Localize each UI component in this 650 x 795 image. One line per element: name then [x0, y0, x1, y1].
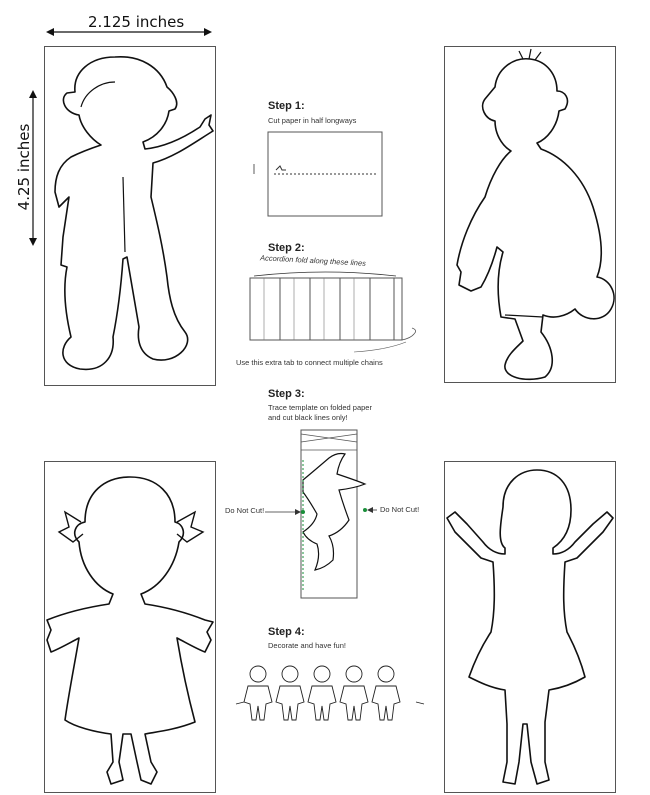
- step-2-note: Use this extra tab to connect multiple chains: [236, 358, 383, 367]
- width-label: 2.125 inches: [88, 13, 185, 31]
- step-3-title: Step 3:: [268, 388, 305, 400]
- step-3: [225, 388, 440, 598]
- girl-pigtails-outline-icon: [45, 462, 215, 792]
- template-panel-boy-kicking: [444, 46, 616, 383]
- step-3-left-label: Do Not Cut!: [225, 506, 265, 515]
- boy-waving-outline-icon: [45, 47, 215, 385]
- template-panel-boy-waving: [44, 46, 216, 386]
- template-panel-girl-arms-up: [444, 461, 616, 793]
- step-2-title: Step 2:: [268, 242, 305, 254]
- step-4-text: Decorate and have fun!: [268, 641, 346, 650]
- step-3-right-label: Do Not Cut!: [380, 505, 420, 514]
- template-panel-girl-pigtails: [44, 461, 216, 793]
- step-4: [230, 626, 430, 736]
- height-dimension: [8, 88, 44, 248]
- height-label: 4.25 inches: [15, 123, 33, 211]
- step-2: [236, 242, 436, 372]
- step-1-text: Cut paper in half longways: [268, 116, 357, 125]
- step-1-title: Step 1:: [268, 100, 305, 112]
- step-1: [266, 100, 396, 220]
- boy-kicking-outline-icon: [445, 47, 615, 382]
- step-2-accordion-diagram-icon: [236, 270, 436, 350]
- step-4-title: Step 4:: [268, 626, 305, 638]
- girl-arms-up-outline-icon: [445, 462, 615, 792]
- step-4-paper-chain-icon: [230, 654, 430, 734]
- step-2-text: Accordion fold along these lines: [259, 253, 367, 268]
- step-3-text-line1: Trace template on folded paper: [268, 403, 372, 412]
- width-dimension: [44, 10, 214, 40]
- step-3-text-line2: and cut black lines only!: [268, 413, 348, 422]
- step-1-paper-diagram-icon: [266, 130, 396, 220]
